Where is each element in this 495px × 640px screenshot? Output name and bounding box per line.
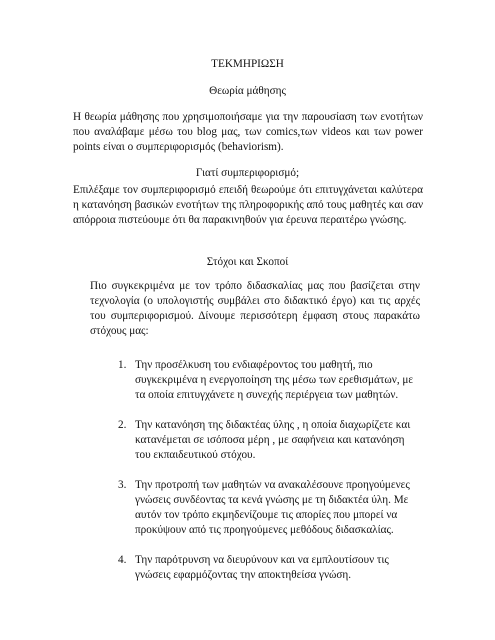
section-heading-learning-theory: Θεωρία μάθησης [209,85,286,97]
list-item [118,358,420,403]
paragraph-why-behaviorism: Επιλέξαμε τον συμπεριφορισμό επειδή θεωρούμε ότι επιτυγχάνεται καλύτερα η κατανόηση βασικών ενοτήτων της πληροφορικής από τους μαθητές και σαν απόρροια πιστεύουμε ότι θα παρακινηθούν για έρευνα περαιτέρω γνώσης. [73,184,423,226]
list-item-text: Την προσέλκυση του ενδιαφέροντος του μαθητή, πιο συγκεκριμένα η ενεργοποίηση της μέσω των ερεθισμάτων, με τα οποία επιτυγχάνετε η συνεχής περιέργεια των μαθητών. [135,359,414,401]
list-item [118,418,420,463]
section-heading-why-behaviorism: Γιατί συμπεριφορισμό; [195,167,300,179]
list-item [118,553,420,583]
list-item-text: Την κατανόηση της διδακτέας ύλης , η οποία διαχωρίζετε και κατανέμεται σε ισόποσα μέρη , με σαφήνεια και κατανόηση του εκπαιδευτικού στόχου. [135,419,411,461]
section-heading-goals: Στόχοι και Σκοποί [206,256,289,268]
paragraph-goals-intro: Πιο συγκεκριμένα με τον τρόπο διδασκαλίας μας που βασίζεται στην τεχνολογία (ο υπολογιστής συμβάλει στο διδακτικό έργο) και τις αρχές του συμπεριφορισμού. Δίνουμε περισσότερη έμφαση στους παρακάτω στόχους μας: [90,280,420,337]
list-item [118,478,420,538]
list-item-text: Την προτροπή των μαθητών να ανακαλέσουνε προηγούμενες γνώσεις συνδέοντας τα κενά γνώσης με τη διδακτέα ύλη. Με αυτόν τον τρόπο εκμηδενίζουμε τις απορίες που μπορεί να προκύψουν από τις προηγούμενες μεθόδους διδασκαλίας. [135,479,410,536]
list-item-number: 3. [118,479,127,491]
list-item-number: 4. [118,554,127,566]
document-title: ΤΕΚΜΗΡΙΩΣΗ [211,58,284,70]
goals-list [118,358,420,598]
list-item-number: 1. [118,359,127,371]
paragraph-learning-theory: Η θεωρία μάθησης που χρησιμοποιήσαμε για την παρουσίαση των ενοτήτων που αναλάβαμε μέσω του blog μας, των comics,των videos και των power points είναι ο συμπεριφορισμός (behaviorism). [73,111,423,153]
list-item-text: Την παρότρυνση να διευρύνουν και να εμπλουτίσουν τις γνώσεις εφαρμόζοντας την αποκτηθείσα γνώση. [135,554,389,581]
list-item-number: 2. [118,419,127,431]
